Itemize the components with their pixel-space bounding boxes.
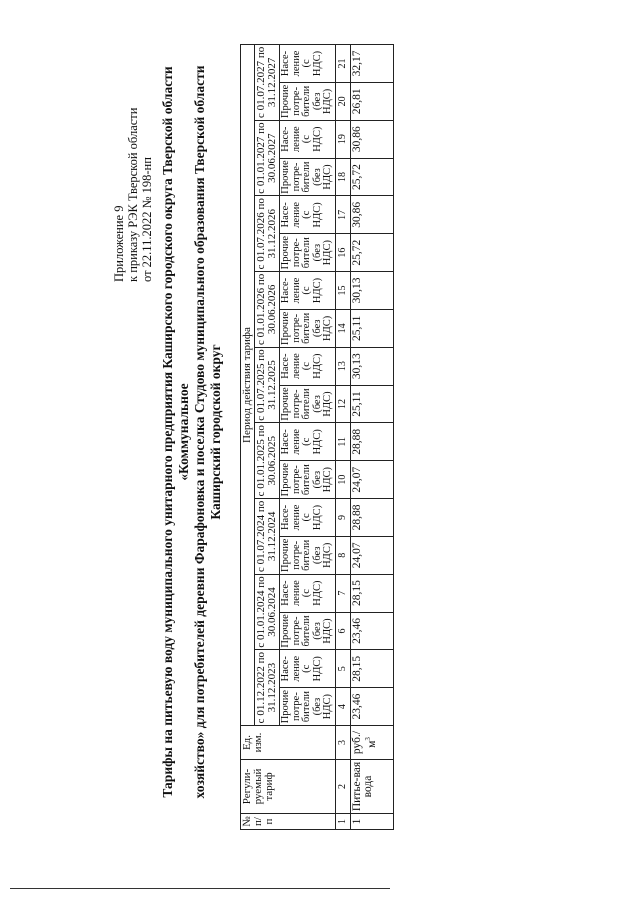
column-number: 7 <box>335 574 350 612</box>
document-title <box>160 42 224 822</box>
column-number: 16 <box>335 234 350 272</box>
column-number: 8 <box>335 536 350 574</box>
period-header: с 01.07.2027 по 31.12.2027 <box>255 45 280 121</box>
column-number: 20 <box>335 82 350 120</box>
subheader-other-consumers: Прочие потре-бители (без НДС) <box>280 385 336 423</box>
subheader-population: Насе-ление (с НДС) <box>280 423 336 461</box>
appendix-line-1: Приложение 9 <box>112 205 126 282</box>
period-header: с 01.07.2025 по 31.12.2025 <box>255 347 280 423</box>
header-row-periods <box>255 45 280 830</box>
column-number: 11 <box>335 423 350 461</box>
subheader-other-consumers: Прочие потре-бители (без НДС) <box>280 461 336 499</box>
column-number: 15 <box>335 272 350 310</box>
header-tariff: Регули-руемый тариф <box>241 760 336 814</box>
subheader-population: Насе-ление (с НДС) <box>280 196 336 234</box>
tariff-value-cell: 28,15 <box>350 650 393 688</box>
column-number: 13 <box>335 347 350 385</box>
title-line-3: Каширский городской округ <box>208 344 223 520</box>
column-number: 21 <box>335 45 350 83</box>
subheader-population: Насе-ление (с НДС) <box>280 650 336 688</box>
header-period: Период действия тарифа <box>241 45 255 726</box>
row-no: 1 <box>350 814 393 830</box>
tariff-value-cell: 25,11 <box>350 309 393 347</box>
tariff-value-cell: 23,46 <box>350 612 393 650</box>
column-number: 5 <box>335 650 350 688</box>
appendix-block <box>112 42 154 282</box>
subheader-other-consumers: Прочие потре-бители (без НДС) <box>280 309 336 347</box>
tariff-table <box>240 44 394 830</box>
header-unit: Ед. изм. <box>241 726 336 760</box>
subheader-population: Насе-ление (с НДС) <box>280 45 336 83</box>
column-number: 10 <box>335 461 350 499</box>
tariff-value-cell: 24,07 <box>350 461 393 499</box>
period-header: с 01.01.2026 по 30.06.2026 <box>255 272 280 348</box>
column-number: 18 <box>335 158 350 196</box>
appendix-line-3: от 22.11.2022 № 198-нп <box>140 157 154 282</box>
table-row <box>350 45 393 830</box>
subheader-population: Насе-ление (с НДС) <box>280 574 336 612</box>
appendix-line-2: к приказу РЭК Тверской области <box>126 107 140 282</box>
column-number: 3 <box>335 726 350 760</box>
title-line-1: Тарифы на питьевую воду муниципального унитарного предприятия Каширского городского округа Тверской области «Коммунальное <box>160 66 191 798</box>
column-number: 12 <box>335 385 350 423</box>
column-number: 2 <box>335 760 350 814</box>
subheader-other-consumers: Прочие потре-бители (без НДС) <box>280 688 336 726</box>
subheader-population: Насе-ление (с НДС) <box>280 120 336 158</box>
title-line-2: хозяйство» для потребителей деревни Фарафоновка и поселка Студово муниципального образования Тверской области <box>192 65 207 799</box>
period-header: с 01.12.2022 по 31.12.2023 <box>255 650 280 726</box>
column-number-row <box>335 45 350 830</box>
subheader-population: Насе-ление (с НДС) <box>280 347 336 385</box>
column-number: 14 <box>335 309 350 347</box>
period-header: с 01.07.2026 по 31.12.2026 <box>255 196 280 272</box>
subheader-population: Насе-ление (с НДС) <box>280 272 336 310</box>
tariff-value-cell: 23,46 <box>350 688 393 726</box>
tariff-value-cell: 26,81 <box>350 82 393 120</box>
period-header: с 01.01.2027 по 30.06.2027 <box>255 120 280 196</box>
column-number: 19 <box>335 120 350 158</box>
subheader-other-consumers: Прочие потре-бители (без НДС) <box>280 234 336 272</box>
header-row-subgroups <box>280 45 336 830</box>
column-number: 9 <box>335 499 350 537</box>
subheader-other-consumers: Прочие потре-бители (без НДС) <box>280 612 336 650</box>
row-unit: $руб./м^3$ <box>350 726 393 760</box>
subheader-other-consumers: Прочие потре-бители (без НДС) <box>280 158 336 196</box>
period-header: с 01.07.2024 по 31.12.2024 <box>255 499 280 575</box>
tariff-value-cell: 25,72 <box>350 234 393 272</box>
period-header: с 01.01.2024 по 30.06.2024 <box>255 574 280 650</box>
tariff-value-cell: 24,07 <box>350 536 393 574</box>
header-no: № п/ п <box>241 814 336 830</box>
column-number: 6 <box>335 612 350 650</box>
column-number: 1 <box>335 814 350 830</box>
row-tariff: Питье-вая вода <box>350 760 393 814</box>
column-number: 4 <box>335 688 350 726</box>
tariff-value-cell: 30,13 <box>350 272 393 310</box>
tariff-value-cell: 30,13 <box>350 347 393 385</box>
header-row-1 <box>241 45 255 830</box>
tariff-value-cell: 25,11 <box>350 385 393 423</box>
subheader-other-consumers: Прочие потре-бители (без НДС) <box>280 536 336 574</box>
tariff-value-cell: 28,88 <box>350 499 393 537</box>
tariff-value-cell: 25,72 <box>350 158 393 196</box>
period-header: с 01.01.2025 по 30.06.2025 <box>255 423 280 499</box>
subheader-population: Насе-ление (с НДС) <box>280 499 336 537</box>
tariff-value-cell: 28,88 <box>350 423 393 461</box>
tariff-value-cell: 30,86 <box>350 196 393 234</box>
footer-rule <box>10 888 390 889</box>
tariff-value-cell: 30,86 <box>350 120 393 158</box>
column-number: 17 <box>335 196 350 234</box>
subheader-other-consumers: Прочие потре-бители (без НДС) <box>280 82 336 120</box>
rotated-page <box>108 42 468 842</box>
tariff-value-cell: 32,17 <box>350 45 393 83</box>
tariff-value-cell: 28,15 <box>350 574 393 612</box>
